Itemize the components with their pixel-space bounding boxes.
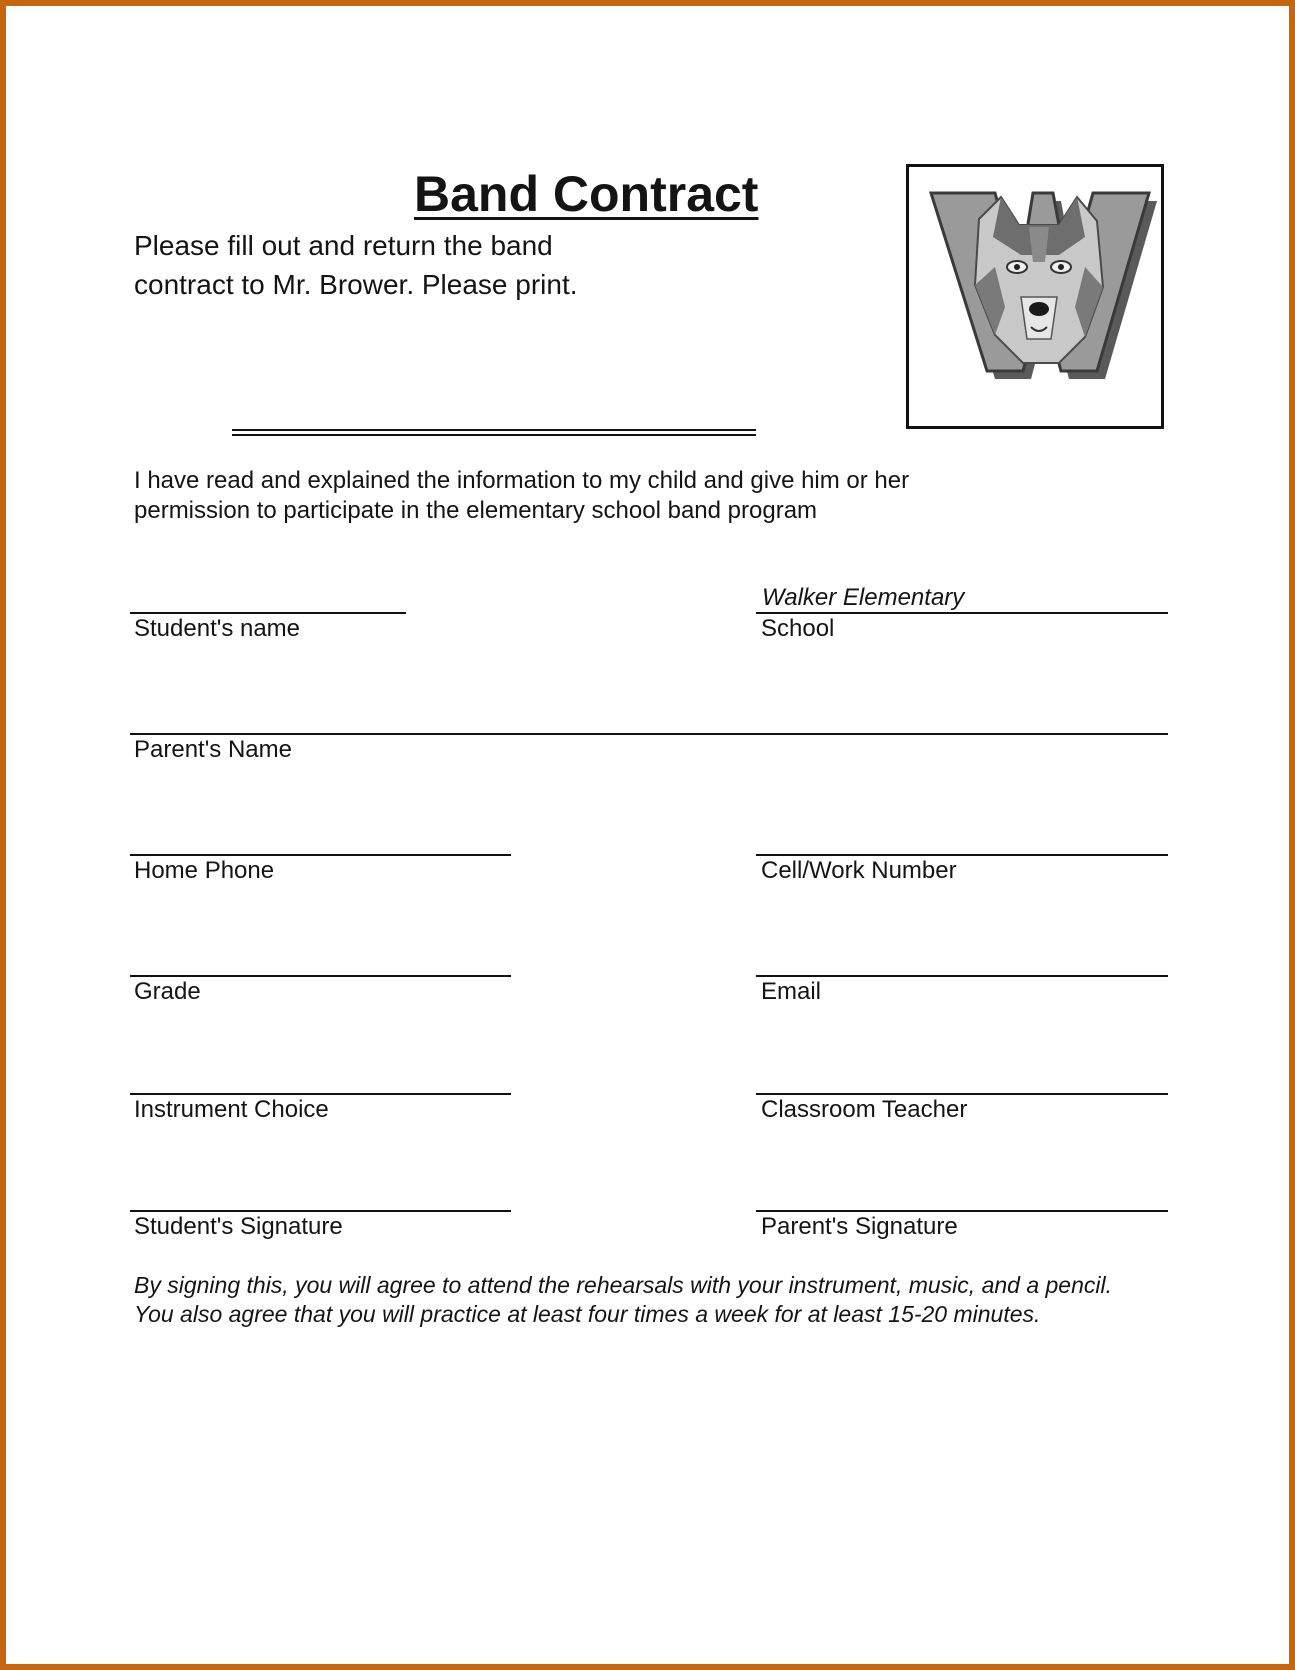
cell-work-line[interactable]: [756, 854, 1168, 856]
teacher-label: Classroom Teacher: [761, 1096, 968, 1123]
teacher-line[interactable]: [756, 1093, 1168, 1095]
school-line[interactable]: [756, 612, 1168, 614]
cell-work-label: Cell/Work Number: [761, 857, 957, 884]
instrument-line[interactable]: [130, 1093, 511, 1095]
email-line[interactable]: [756, 975, 1168, 977]
parent-name-label: Parent's Name: [134, 736, 292, 763]
permission-line-1: I have read and explained the information to my child and give him or her: [134, 467, 910, 494]
student-name-label: Student's name: [134, 615, 301, 642]
grade-label: Grade: [134, 978, 201, 1005]
school-value: Walker Elementary: [762, 584, 965, 611]
wolf-logo-frame: [906, 164, 1164, 429]
wolf-w-logo-icon: [909, 167, 1161, 426]
agreement-line-1: By signing this, you will agree to attend the rehearsals with your instrument, music, and a pencil.: [134, 1272, 1112, 1298]
school-label: School: [761, 615, 835, 642]
page-title: Band Contract: [414, 166, 759, 222]
student-signature-label: Student's Signature: [134, 1213, 343, 1240]
student-signature-line[interactable]: [130, 1210, 511, 1212]
double-divider: [232, 429, 756, 436]
instrument-label: Instrument Choice: [134, 1096, 329, 1123]
student-name-line[interactable]: [130, 612, 406, 614]
permission-line-2: permission to participate in the elementary school band program: [134, 497, 818, 524]
intro-line-1: Please fill out and return the band: [134, 230, 553, 261]
intro-line-2: contract to Mr. Brower. Please print.: [134, 269, 578, 300]
agreement-line-2: You also agree that you will practice at least four times a week for at least 15-20 minutes.: [134, 1301, 1041, 1327]
intro-text: [134, 226, 654, 304]
email-label: Email: [761, 978, 822, 1005]
parent-name-line[interactable]: [130, 733, 1168, 735]
home-phone-line[interactable]: [130, 854, 511, 856]
parent-signature-line[interactable]: [756, 1210, 1168, 1212]
parent-signature-label: Parent's Signature: [761, 1213, 958, 1240]
grade-line[interactable]: [130, 975, 511, 977]
permission-statement: [134, 466, 1034, 526]
home-phone-label: Home Phone: [134, 857, 275, 884]
agreement-note: [134, 1271, 1184, 1329]
